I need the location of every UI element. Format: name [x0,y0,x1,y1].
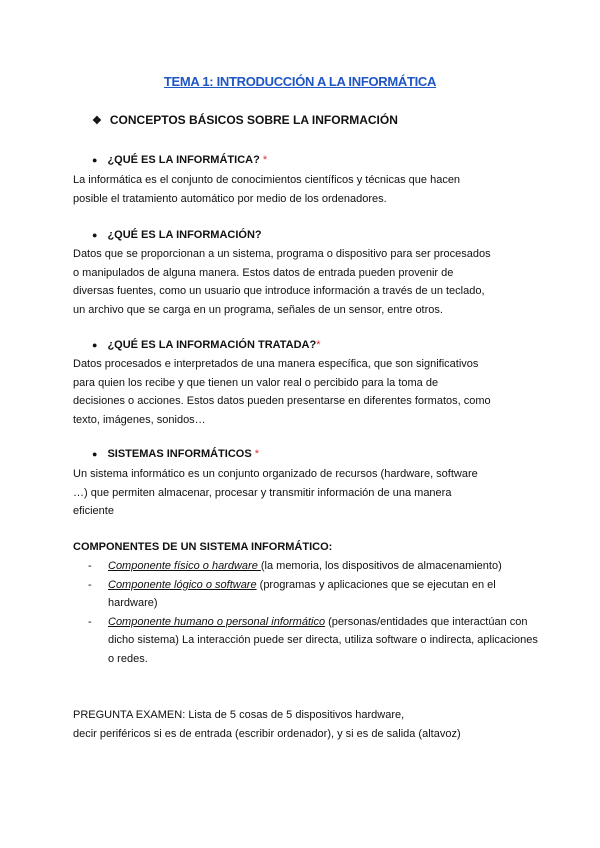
paragraph-line: Un sistema informático es un conjunto organizado de recursos (hardware, software [73,468,478,480]
component-description: (la memoria, los dispositivos de almacenamiento) [260,560,502,572]
paragraph-line: La informática es el conjunto de conocimientos científicos y técnicas que hacen [73,174,461,186]
paragraph-informatica [73,171,533,208]
component-name: Componente físico o hardware [108,560,261,572]
paragraph-line: Datos que se proporcionan a un sistema, programa o dispositivo para ser procesados [73,248,491,260]
question-text: ¿QUÉ ES LA INFORMACIÓN? [107,229,262,241]
component-description: (programas y aplicaciones que se ejecutan en el hardware) [108,578,496,609]
components-heading: COMPONENTES DE UN SISTEMA INFORMÁTICO: [73,541,333,553]
paragraph-sistemas [73,465,533,521]
paragraph-line: …) que permiten almacenar, procesar y transmitir información de una manera [73,486,452,499]
section-heading-text: CONCEPTOS BÁSICOS SOBRE LA INFORMACIÓN [109,113,398,127]
dash-bullet: - [88,578,92,591]
dash-bullet: - [88,560,92,572]
section-heading [92,113,398,127]
question-text: SISTEMAS INFORMÁTICOS * [107,448,260,460]
document-title: TEMA 1: INTRODUCCIÓN A LA INFORMÁTICA [163,74,437,89]
components-list [88,557,538,668]
paragraph-line: texto, imágenes, sonidos… [73,413,206,426]
star-marker: * [262,154,268,166]
paragraph-line: diversas fuentes, como un usuario que introduce información a través de un teclado, [73,285,485,297]
diamond-bullet-icon: ❖ [92,114,102,127]
component-name: Componente humano o personal informático [108,615,326,628]
paragraph-line: Datos procesados e interpretados de una manera específica, que son significativos [73,358,479,370]
question-heading-sistemas [92,448,259,460]
list-item [88,576,538,613]
bullet-icon: ● [92,449,98,459]
star-marker: * [316,339,321,351]
question-text: ¿QUÉ ES LA INFORMACIÓN TRATADA?* [107,339,321,351]
paragraph-informacion [73,245,533,319]
exam-line: decir periféricos si es de entrada (escribir ordenador), y si es de salida (altavoz) [73,727,461,740]
paragraph-line: eficiente [73,505,114,517]
component-name: Componente lógico o software [108,578,257,591]
paragraph-line: para quien los recibe y que tienen un valor real o percibido para la toma de [73,376,439,389]
paragraph-line: posible el tratamiento automático por medio de los ordenadores. [73,192,387,205]
dash-bullet: - [88,615,92,628]
bullet-icon: ● [92,230,98,240]
exam-note [73,706,543,743]
question-heading-informacion [92,229,262,241]
bullet-icon: ● [92,340,98,350]
list-item [88,613,538,669]
paragraph-informacion-tratada [73,355,533,429]
paragraph-line: decisiones o acciones. Estos datos pueden presentarse en diferentes formatos, como [73,395,491,407]
exam-line: PREGUNTA EXAMEN: Lista de 5 cosas de 5 dispositivos hardware, [73,709,405,721]
question-heading-informatica [92,154,267,166]
paragraph-line: un archivo que se carga en un programa, señales de un sensor, entre otros. [73,303,443,316]
bullet-icon: ● [92,155,98,165]
list-item [88,557,538,576]
question-heading-informacion-tratada [92,339,321,351]
paragraph-line: o manipulados de alguna manera. Estos datos de entrada pueden provenir de [73,266,454,279]
star-marker: * [254,448,260,460]
question-text: ¿QUÉ ES LA INFORMÁTICA? * [107,154,268,166]
component-description: (personas/entidades que interactúan con dicho sistema) La interacción puede ser directa, utiliza software o indirecta, aplicaciones o redes. [108,615,538,665]
